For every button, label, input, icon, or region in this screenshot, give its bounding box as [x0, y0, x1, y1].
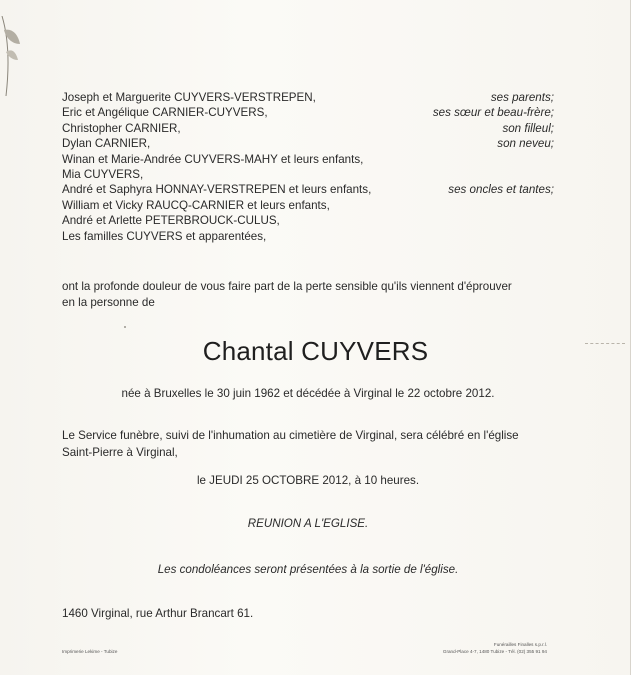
family-member: Les familles CUYVERS et apparentées,	[62, 229, 267, 243]
family-row	[62, 198, 554, 213]
margin-mark	[124, 326, 126, 328]
family-member: Christopher CARNIER,	[62, 121, 181, 135]
leaf-branch-icon	[0, 16, 22, 96]
family-member: André et Arlette PETERBROUCK-CULUS,	[62, 214, 280, 228]
family-relation: ses oncles et tantes;	[448, 183, 554, 197]
printer-credit: Imprimerie Lekime - Tubize	[62, 649, 118, 654]
family-member: William et Vicky RAUCQ-CARNIER et leurs enfants,	[62, 198, 330, 212]
announcement-line-2: en la personne de	[62, 296, 155, 309]
family-member: Joseph et Marguerite CUYVERS-VERSTREPEN,	[62, 91, 316, 104]
service-line-2: Saint-Pierre à Virginal,	[62, 446, 178, 459]
family-member: André et Saphyra HONNAY-VERSTREPEN et leurs enfants,	[62, 183, 372, 197]
family-member: Mia CUYVERS,	[62, 167, 144, 181]
family-row	[62, 152, 554, 167]
service-line-1: Le Service funèbre, suivi de l'inhumation au cimetière de Virginal, sera célébré en l'église	[62, 429, 519, 442]
family-member: Dylan CARNIER,	[62, 137, 151, 151]
family-member: Winan et Marie-Andrée CUYVERS-MAHY et leurs enfants,	[62, 152, 364, 166]
family-row	[62, 182, 554, 197]
condolences-note: Les condoléances seront présentées à la sortie de l'église.	[157, 563, 459, 576]
birth-death-dates: née à Bruxelles le 30 juin 1962 et décédée à Virginal le 22 octobre 2012.	[121, 387, 495, 400]
funeral-home-address: Grand-Place 4-7, 1480 Tubize - Tél. (02) 355 91 94	[442, 649, 547, 654]
service-date: le JEUDI 25 OCTOBRE 2012, à 10 heures.	[196, 474, 420, 487]
funeral-home-name: Funérailles Finalles s.p.r.l.	[493, 642, 547, 647]
family-row	[62, 136, 554, 151]
family-row	[62, 167, 554, 182]
family-relation: son neveu;	[497, 137, 554, 151]
family-row	[62, 229, 554, 244]
family-list	[62, 90, 554, 244]
family-address: 1460 Virginal, rue Arthur Brancart 61.	[62, 607, 254, 620]
family-row	[62, 105, 554, 120]
family-relation: ses sœur et beau-frère;	[432, 106, 554, 120]
family-member: Eric et Angélique CARNIER-CUYVERS,	[62, 106, 268, 120]
family-row	[62, 213, 554, 228]
announcement-line-1: ont la profonde douleur de vous faire part de la perte sensible qu'ils viennent d'éprouver	[62, 280, 512, 293]
deceased-name: Chantal CUYVERS	[202, 336, 429, 366]
family-row	[62, 121, 554, 136]
family-relation: ses parents;	[490, 91, 554, 104]
family-relation: son filleul;	[502, 121, 554, 135]
reunion-note: REUNION A L'EGLISE.	[247, 517, 369, 530]
family-row	[62, 90, 554, 105]
